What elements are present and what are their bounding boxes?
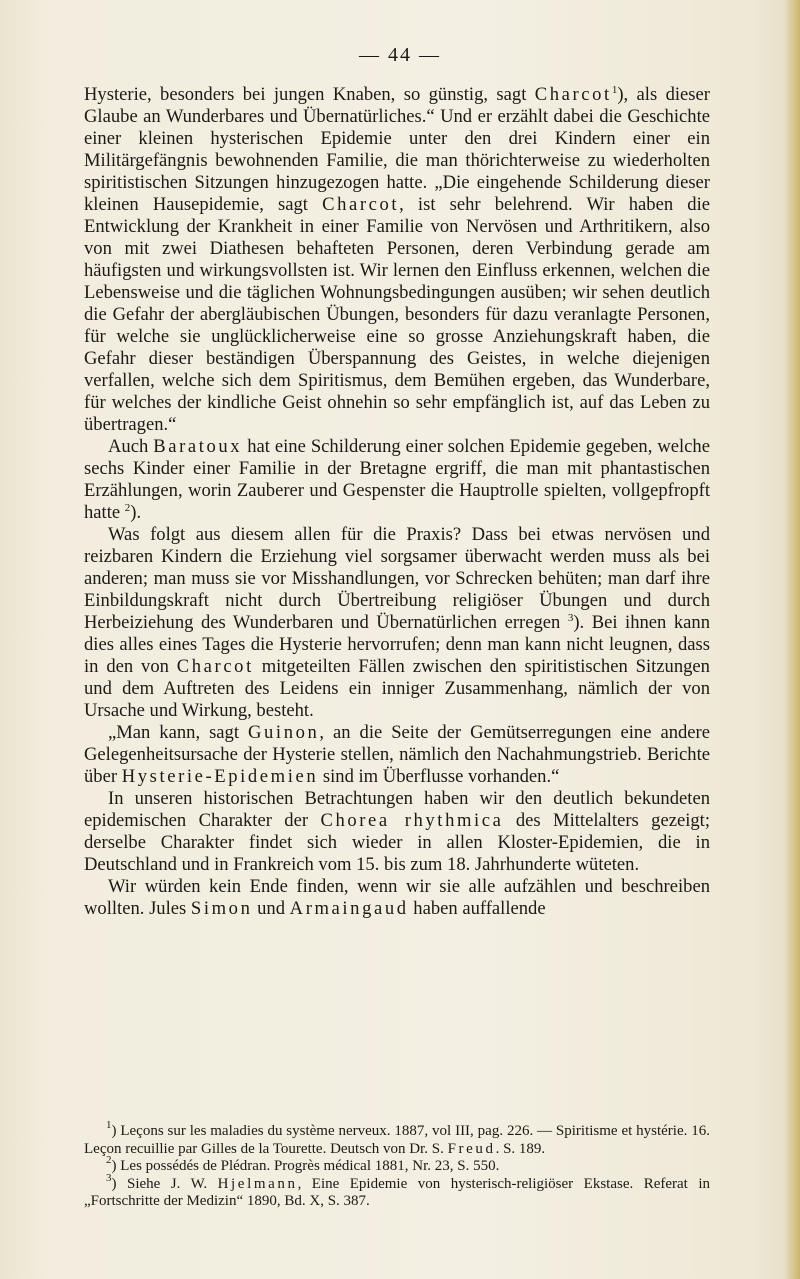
text-run: ), als dieser Glaube an Wunderbares und Übernatürliches.“ Und er erzählt dabei die Geschichte einer kleinen hysterischen Epidemie unter den drei Kindern einer ein Militärgefängnis bewohnenden Familie, die man thörichterweise zu wiederholten spiritistischen Sitzungen hinzugezogen hatte. „Die eingehende Schilderung dieser kleinen Hausepidemie, sagt bbox=[84, 84, 710, 215]
footnote-ref: 1 bbox=[611, 84, 618, 96]
emphasized-term: Hysterie-Epidemien bbox=[121, 766, 319, 787]
text-run: Auch bbox=[108, 436, 154, 457]
paragraph-5 bbox=[84, 788, 710, 876]
text-run: , ist sehr belehrend. Wir haben die Entwicklung der Krankheit in einer Familie von Nervösen und Arthritikern, also von mit zwei Diathesen behafteten Personen, deren Verbindung gerade am häufigsten und wirkungsvollsten ist. Wir lernen den Einfluss erkennen, welchen die Lebensweise und die täglichen Wohnungsbedingungen ausüben; wir sehen deutlich die Gefahr der abergläubischen Übungen, besonders für dazu veranlagte Personen, für welche sie unglücklicherweise eine so grosse Anziehungskraft haben, die Gefahr dieser beständigen Überspannung des Geistes, in welche diejenigen verfallen, welche sich dem Spiritismus, dem Bemühen ergeben, das Wunderbare, für welches der kindliche Geist ohnehin so sehr empfänglich ist, auf das Leben zu übertragen.“ bbox=[84, 194, 710, 435]
footnote-ref: 3 bbox=[567, 612, 574, 624]
text-run: Wir würden kein Ende finden, wenn wir sie alle aufzählen und beschreiben wollten. Jules bbox=[84, 876, 710, 919]
paragraph-4 bbox=[84, 722, 710, 788]
author-name: Freud bbox=[447, 1140, 496, 1157]
paragraph-3 bbox=[84, 524, 710, 722]
text-run: mitgeteilten Fällen zwischen den spiritistischen Sitzungen und dem Auftreten des Leidens ein inniger Zusammenhang, nämlich der von Ursache und Wirkung, besteht. bbox=[84, 656, 710, 721]
emphasized-term: Chorea rhythmica bbox=[320, 810, 504, 831]
text-run: „Man kann, sagt bbox=[108, 722, 248, 743]
main-text bbox=[84, 84, 710, 920]
text-run: , an die Seite der Gemütserregungen eine andere Gelegenheitsursache der Hysterie stellen, nämlich den Nachahmungstrieb. Berichte über bbox=[84, 722, 710, 787]
paragraph-2 bbox=[84, 436, 710, 524]
footnote-2 bbox=[84, 1154, 710, 1176]
text-run: des Mittelalters gezeigt; derselbe Charakter findet sich wieder in allen Kloster-Epidemien, die in Deutschland und in Frankreich vom 15. bis zum 18. Jahrhunderte wüteten. bbox=[84, 810, 710, 875]
author-name: Hjelmann bbox=[217, 1175, 298, 1192]
author-name: Charcot bbox=[176, 656, 254, 677]
text-run: ). Bei ihnen kann dies alles eines Tages die Hysterie hervorrufen; denn man kann nicht leugnen, dass in den von bbox=[84, 612, 710, 677]
footnote-mark: 3 bbox=[106, 1171, 112, 1184]
text-run: , Eine Epidemie von hysterisch-religiöser Ekstase. Referat in „Fortschritte der Medizin“ 1890, Bd. X, S. 387. bbox=[84, 1175, 710, 1209]
text-run: Was folgt aus diesem allen für die Praxis? Dass bei etwas nervösen und reizbaren Kindern die Erziehung viel sorgsamer überwacht werden muss als bei anderen; man muss sie vor Misshandlungen, vor Schrecken behüten; man darf ihre Einbildungskraft nicht durch Übertreibung religiöser Übungen und durch Herbeiziehung des Wunderbaren und Übernatürlichen erregen bbox=[84, 524, 710, 633]
text-run: ) Leçons sur les maladies du système nerveux. 1887, vol III, pag. 226. — Spiritisme et hystérie. 16. Leçon recuillie par Gilles de la Tourette. Deutsch von Dr. S. bbox=[84, 1123, 710, 1157]
text-run: . S. 189. bbox=[495, 1140, 546, 1157]
footnote-ref: 2 bbox=[124, 502, 131, 514]
text-run: ) Les possédés de Plédran. Progrès médical 1881, Nr. 23, S. 550. bbox=[111, 1158, 500, 1174]
author-name: Guinon bbox=[248, 722, 320, 743]
text-run: sind im Überflusse vorhanden.“ bbox=[318, 766, 560, 787]
footnote-mark: 2 bbox=[106, 1154, 112, 1166]
text-run: und bbox=[252, 898, 290, 919]
text-run: ) Siehe J. W. bbox=[111, 1175, 218, 1192]
text-run: In unseren historischen Betrachtungen haben wir den deutlich bekundeten epidemischen Charakter der bbox=[84, 788, 710, 831]
footnote-1 bbox=[84, 1119, 710, 1158]
text-run: hat eine Schilderung einer solchen Epidemie gegeben, welche sechs Kinder einer Familie in der Bretagne ergriff, die man mit phantastischen Erzählungen, worin Zauberer und Gespenster die Hauptrolle spielten, vollgepfropft hatte bbox=[84, 436, 710, 523]
paragraph-1 bbox=[84, 84, 710, 436]
paragraph-6 bbox=[84, 876, 710, 920]
author-name: Charcot bbox=[322, 194, 400, 215]
author-name: Simon bbox=[190, 898, 253, 919]
page-number: — 44 — bbox=[359, 44, 441, 66]
footnotes bbox=[84, 1119, 710, 1211]
author-name: Armaingaud bbox=[289, 898, 409, 919]
text-run: haben auffallende bbox=[408, 898, 546, 919]
text-run: ). bbox=[130, 502, 142, 523]
footnote-mark: 1 bbox=[106, 1119, 112, 1131]
author-name: Baratoux bbox=[153, 436, 243, 457]
page-edge-shading bbox=[784, 0, 800, 1279]
text-run: Hysterie, besonders bei jungen Knaben, so günstig, sagt bbox=[84, 84, 535, 105]
author-name: Charcot bbox=[534, 84, 612, 105]
footnote-3 bbox=[84, 1171, 710, 1211]
